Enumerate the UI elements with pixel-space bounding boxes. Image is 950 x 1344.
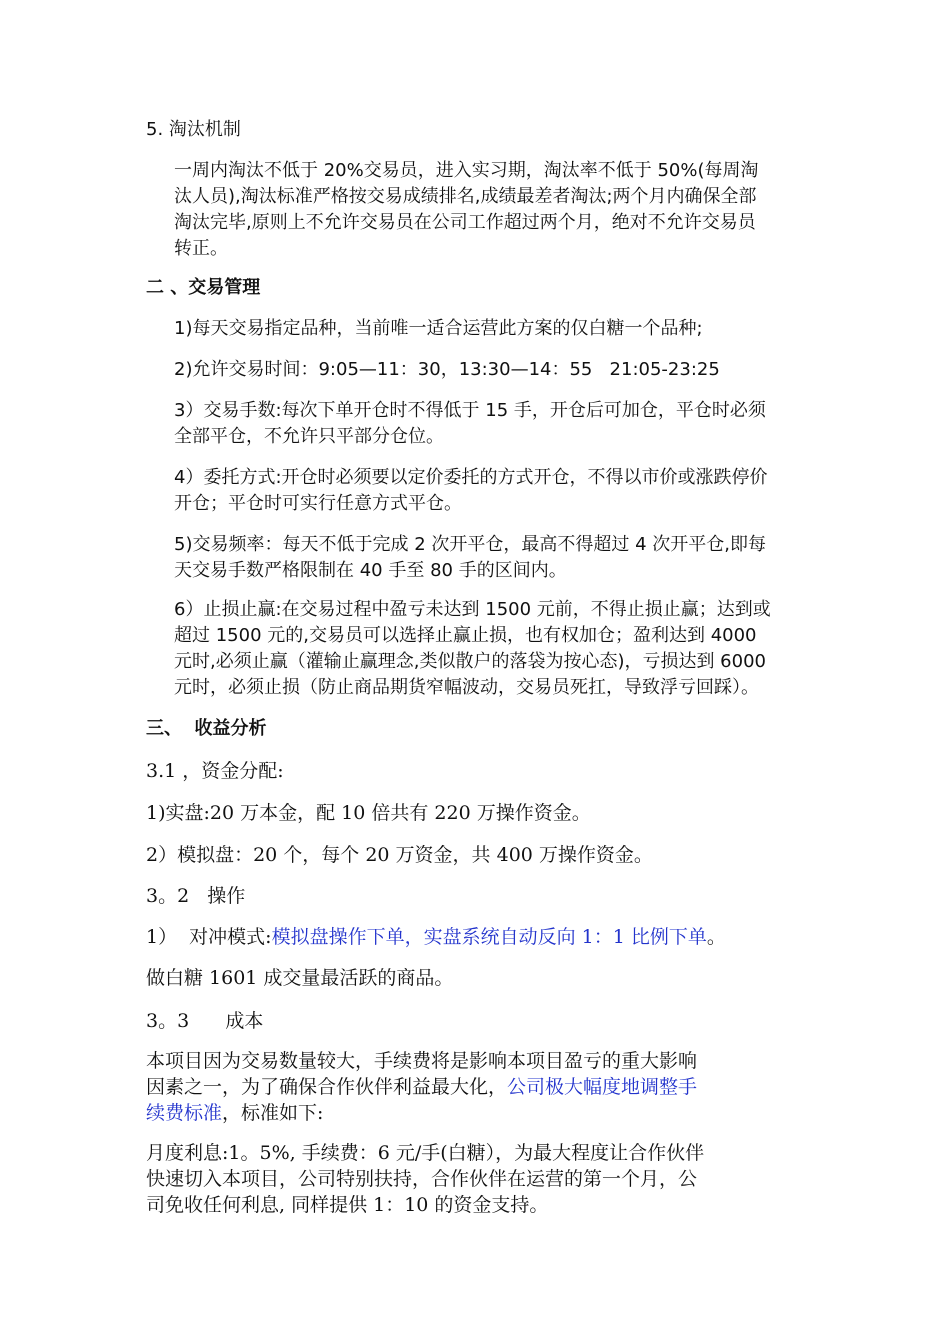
- paragraph-hedge-mode: [146, 924, 726, 950]
- section-title-elimination: 5. 淘汰机制: [146, 119, 241, 140]
- text-line: 快速切入本项目，公司特别扶持，合作伙伴在运营的第一个月，公: [146, 1168, 698, 1190]
- list-item: [174, 465, 768, 517]
- section-title-trading-management: 二 、交易管理: [146, 277, 261, 298]
- text-span: ，标准如下:: [222, 1102, 324, 1124]
- fee-highlight: 公司极大幅度地调整手: [507, 1076, 698, 1098]
- text-line: 3）交易手数:每次下单开仓时不得低于 15 手，开仓后可加仓，平仓时必须: [174, 400, 766, 421]
- paragraph-sugar-contract: 做白糖 1601 成交量最活跃的商品。: [146, 967, 454, 989]
- text-line: [146, 1100, 697, 1126]
- text-line: 6）止损止赢:在交易过程中盈亏未达到 1500 元前，不得止损止赢；达到或: [174, 599, 771, 620]
- text-line: 淘汰完毕,原则上不允许交易员在公司工作超过两个月，绝对不允许交易员: [174, 212, 756, 233]
- text-line: 4）委托方式:开仓时必须要以定价委托的方式开仓，不得以市价或涨跌停价: [174, 467, 768, 488]
- paragraph-real-account: 1)实盘:20 万本金，配 10 倍共有 220 万操作资金。: [146, 802, 591, 824]
- paragraph-fee-terms: [146, 1140, 704, 1218]
- text-line: 司免收任何利息, 同样提供 1：10 的资金支持。: [146, 1194, 549, 1216]
- text-line: 全部平仓，不允许只平部分仓位。: [174, 426, 444, 447]
- text-line: 月度利息:1。5%, 手续费：6 元/手(白糖），为最大程度让合作伙伴: [146, 1142, 705, 1164]
- list-item: [174, 597, 771, 701]
- hedge-mode-label: 1） 对冲模式:: [146, 926, 272, 948]
- text-line: 本项目因为交易数量较大，手续费将是影响本项目盈亏的重大影响: [146, 1050, 698, 1072]
- list-item: [174, 357, 720, 383]
- list-item: [174, 316, 703, 342]
- fee-highlight: 续费标准: [146, 1102, 223, 1124]
- text-line: 2)允许交易时间：9:05—11：30，13:30—14：55 21:05-23:25: [174, 359, 720, 380]
- text-line: 一周内淘汰不低于 20%交易员，进入实习期，淘汰率不低于 50%(每周淘: [174, 160, 759, 181]
- paragraph-elimination: [174, 158, 758, 262]
- text-line: 超过 1500 元的,交易员可以选择止赢止损，也有权加仓；盈利达到 4000: [174, 625, 757, 646]
- paragraph-fee-intro: [146, 1048, 697, 1126]
- text-line: 天交易手数严格限制在 40 手至 80 手的区间内。: [174, 560, 567, 581]
- text-line: 1)每天交易指定品种，当前唯一适合运营此方案的仅白糖一个品种;: [174, 318, 703, 339]
- text-line: 转正。: [174, 238, 228, 259]
- subsection-fund-allocation: 3.1 ，资金分配:: [146, 760, 284, 782]
- list-item: [174, 398, 766, 450]
- subsection-cost: 3。3 成本: [146, 1010, 264, 1032]
- hedge-mode-end: 。: [706, 926, 726, 948]
- section-title-revenue-analysis: 三、 收益分析: [146, 718, 267, 739]
- text-line: 元时,必须止赢（灌输止赢理念,类似散户的落袋为按心态)，亏损达到 6000: [174, 651, 766, 672]
- text-line: [146, 1074, 697, 1100]
- text-line: 元时，必须止损（防止商品期货窄幅波动，交易员死扛，导致浮亏回踩）。: [174, 677, 759, 698]
- text-line: 汰人员),淘汰标准严格按交易成绩排名,成绩最差者淘汰;两个月内确保全部: [174, 186, 757, 207]
- text-line: 5)交易频率：每天不低于完成 2 次开平仓，最高不得超过 4 次开平仓,即每: [174, 534, 766, 555]
- text-span: 因素之一，为了确保合作伙伴利益最大化，: [146, 1076, 508, 1098]
- hedge-mode-highlight: 模拟盘操作下单，实盘系统自动反向 1：1 比例下单: [271, 926, 707, 948]
- paragraph-simulated-account: 2）模拟盘：20 个，每个 20 万资金，共 400 万操作资金。: [146, 844, 653, 866]
- text-line: 开仓；平仓时可实行任意方式平仓。: [174, 493, 462, 514]
- list-item: [174, 532, 766, 584]
- subsection-operation: 3。2 操作: [146, 885, 246, 907]
